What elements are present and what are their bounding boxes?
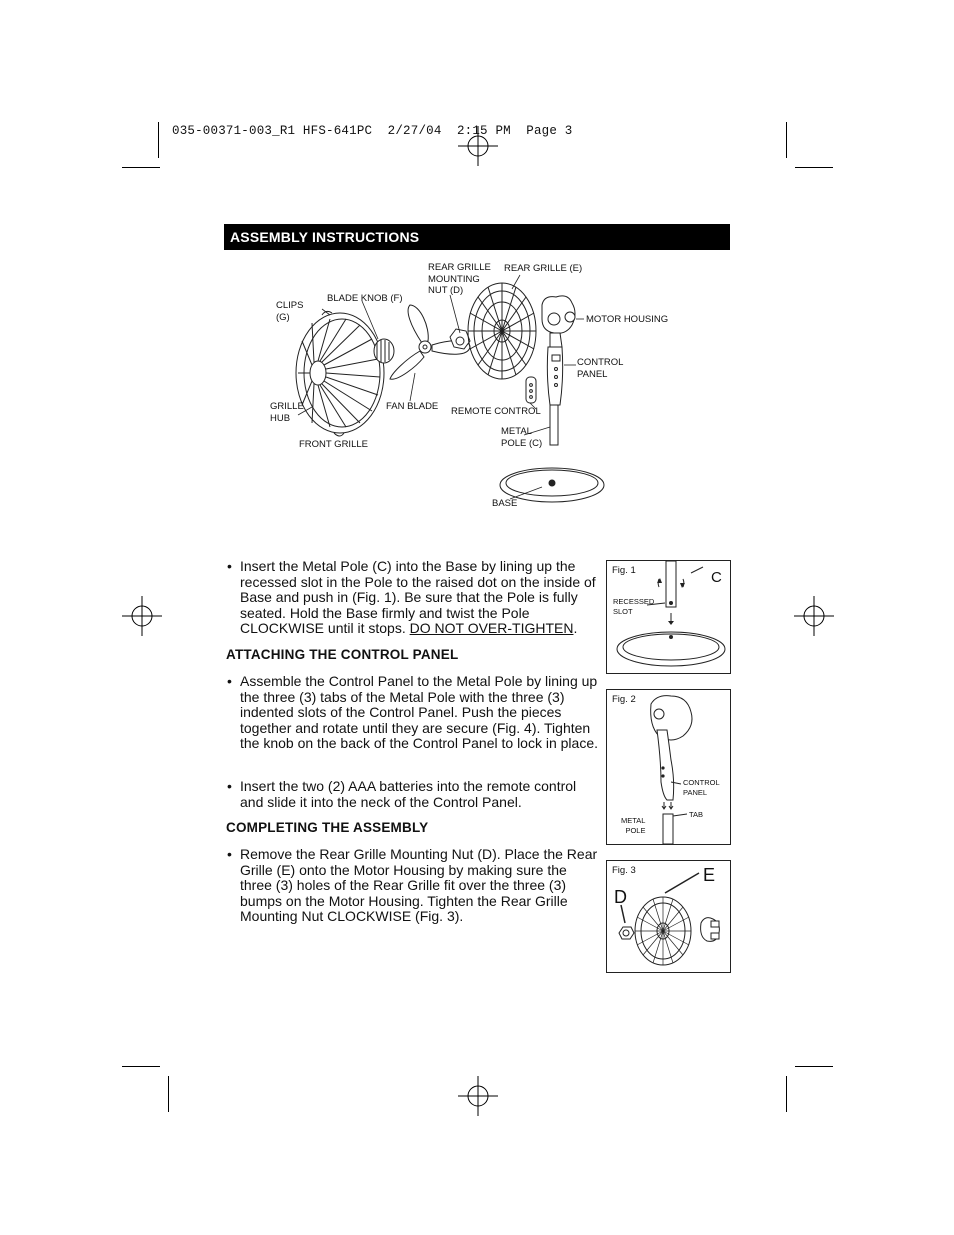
fig2-control-panel-label: CONTROL PANEL — [683, 778, 720, 797]
section-heading-completing: COMPLETING THE ASSEMBLY — [226, 820, 429, 835]
registration-mark-icon — [122, 596, 162, 636]
crop-mark — [158, 122, 159, 158]
label-fan-blade: FAN BLADE — [386, 401, 439, 412]
intro-text: Insert the Metal Pole (C) into the Base by lining up the recessed slot in the Pole to the raised dot on the inside of Base and push in (Fig. 1). Be sure that the Pole is fully seated. Hold the Base firmly and twist the Pole CLOCKWISE until it stops. — [240, 558, 596, 637]
label-metal-pole: METAL POLE (C) — [501, 426, 543, 449]
complete-bullet-1 — [227, 847, 599, 925]
figure-1 — [606, 560, 731, 674]
label-base: BASE — [492, 498, 518, 509]
crop-mark — [122, 167, 160, 168]
crop-mark — [168, 1076, 169, 1112]
label-blade-knob: BLADE KNOB (F) — [327, 293, 403, 304]
remote-control-drawing — [526, 377, 536, 403]
control-bullet-2-text: Insert the two (2) AAA batteries into the remote control and slide it into the neck of the Control Panel. — [240, 778, 577, 810]
figure-3 — [606, 860, 731, 973]
blade-knob-drawing — [374, 339, 394, 363]
control-bullet-1 — [227, 674, 599, 752]
fig1-recessed-slot-label: RECESSED SLOT — [613, 597, 655, 616]
print-slug: 035-00371-003_R1 HFS-641PC 2/27/04 2:15 PM Page 3 — [172, 124, 573, 138]
fig2-tab-label: TAB — [689, 810, 704, 819]
fig1-title: Fig. 1 — [612, 565, 636, 576]
fig1-letter-c: C — [711, 569, 722, 586]
bullet-glyph: • — [227, 558, 232, 574]
intro-end: . — [573, 620, 578, 637]
fig2-title: Fig. 2 — [612, 694, 636, 705]
bullet-glyph: • — [227, 846, 232, 862]
fig3-letter-e: E — [703, 865, 716, 885]
front-grille-drawing — [296, 311, 384, 436]
registration-mark-icon — [794, 596, 834, 636]
crop-mark — [786, 122, 787, 158]
fig2-drawing — [607, 690, 730, 844]
figure-2 — [606, 689, 731, 845]
crop-mark — [786, 1076, 787, 1112]
crop-mark — [795, 1066, 833, 1067]
fig2-metal-pole-label: METAL POLE — [621, 816, 646, 835]
label-motor-housing: MOTOR HOUSING — [586, 314, 669, 325]
crop-mark — [795, 167, 833, 168]
bullet-glyph: • — [227, 778, 232, 794]
label-rear-grille: REAR GRILLE (E) — [504, 263, 583, 274]
complete-bullet-1-text: Remove the Rear Grille Mounting Nut (D). Place the Rear Grille (E) onto the Motor Housing by making sure the three (3) holes of the Rear Grille fit over the three (3) bumps on the Motor Housing. Tighten the Rear Grille Mounting Nut CLOCKWISE (Fig. 3). — [240, 846, 598, 925]
label-clips: CLIPS (G) — [276, 300, 304, 323]
label-rear-grille-nut: REAR GRILLE MOUNTING NUT (D) — [428, 262, 491, 296]
metal-pole-drawing — [550, 405, 558, 445]
rear-grille-drawing — [468, 283, 536, 379]
label-front-grille: FRONT GRILLE — [299, 439, 368, 450]
fig3-drawing — [607, 861, 730, 972]
section-heading-control-panel: ATTACHING THE CONTROL PANEL — [226, 647, 459, 662]
label-control-panel: CONTROL PANEL — [577, 357, 624, 380]
label-remote-control: REMOTE CONTROL — [451, 406, 541, 417]
crop-mark — [122, 1066, 160, 1067]
intro-warning: DO NOT OVER-TIGHTEN — [409, 620, 574, 637]
leader-lines — [298, 275, 584, 499]
section-header-title: ASSEMBLY INSTRUCTIONS — [230, 229, 420, 245]
registration-mark-icon — [458, 1076, 498, 1116]
bullet-glyph: • — [227, 673, 232, 689]
control-bullet-2 — [227, 779, 599, 810]
fig3-title: Fig. 3 — [612, 865, 636, 876]
label-grille-hub: GRILLE HUB — [270, 401, 304, 424]
fig3-letter-d: D — [614, 887, 627, 907]
section-header-bar — [224, 224, 730, 250]
intro-bullet — [227, 559, 599, 637]
fig1-drawing — [607, 561, 730, 673]
motor-housing-drawing — [542, 296, 575, 405]
control-bullet-1-text: Assemble the Control Panel to the Metal Pole by lining up the three (3) tabs of the Metal Pole with the three (3) indented slots of the Control Panel. Push the pieces together and rotate until they are secure (Fig. 4). Tighten the knob on the back of the Control Panel to lock in place. — [240, 673, 599, 752]
